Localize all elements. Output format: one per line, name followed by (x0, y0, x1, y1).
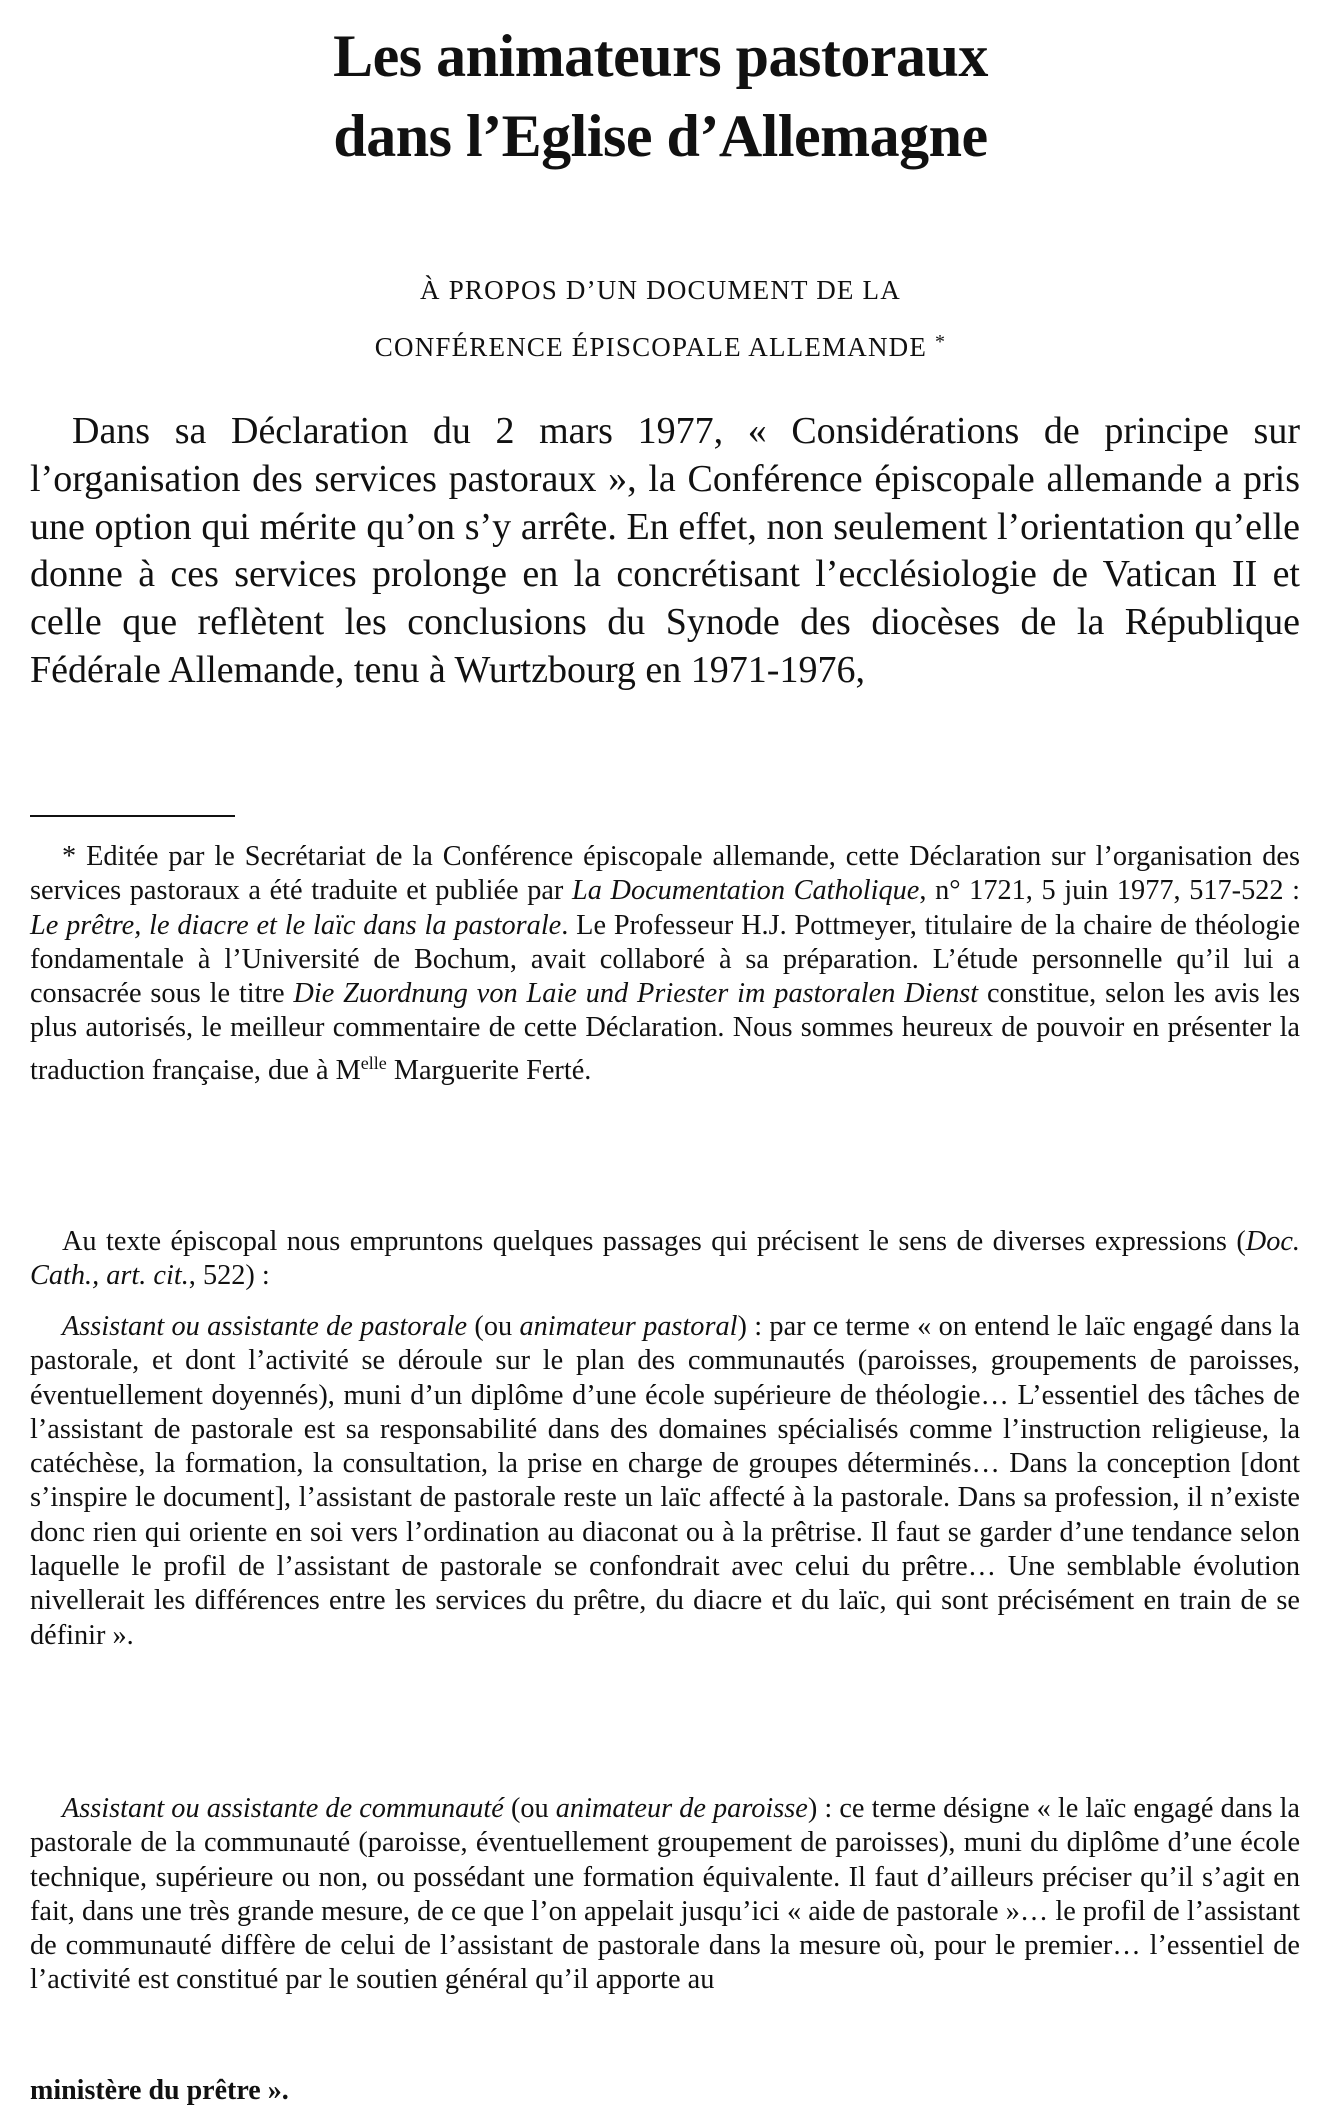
footnote-mlle-superscript: elle (360, 1052, 387, 1073)
footnote-text-5: Marguerite Ferté. (386, 1054, 592, 1086)
footnote-text-4: constitue, selon les avis les plus autorisés, le meilleur commentaire de cette Déclaration. Nous sommes heureux de pouvoir en présenter la traduction française, due à M (30, 978, 1300, 1086)
page-title-line2: dans l’Eglise d’Allemagne (333, 103, 988, 169)
footnote-marker: * (935, 331, 947, 353)
footnote-journal: La Documentation Catholique (572, 875, 920, 907)
footnote-divider (30, 815, 235, 817)
footnote-study-title: Die Zuordnung von Laie und Priester im pastoralen Dienst (293, 978, 979, 1010)
p3-term-2: animateur pastoral (519, 1311, 738, 1342)
p3-text: ) : par ce terme « on entend le laïc engagé dans la pastorale, et dont l’activité se déroule sur le plan des communautés (paroisses, groupements de paroisses, éventuellement doyennés), muni d’un diplôme d’une école supérieure de théologie… L’essentiel des tâches de l’assistant de pastorale est sa responsabilité dans des domaines spécialisés comme l’instruction religieuse, la catéchèse, la formation, la consultation, la prise en charge de groupes déterminés… Dans la conception [dont s’inspire le document], l’assistant de pastorale reste un laïc affecté à la pastorale. Dans sa profession, il n’existe donc rien qui oriente en soi vers l’ordination au diaconat ou à la prêtrise. Il faut se garder d’une tendance selon laquelle le profil de l’assistant de pastorale se confondrait avec celui du prêtre… Une semblable évolution nivellerait les différences entre les services du prêtre, du diacre et du laïc, qui sont précisément en train de se définir ». (30, 1311, 1300, 1651)
subtitle-line1: À PROPOS D’UN DOCUMENT DE LA (420, 275, 901, 305)
footnote-paragraph-2 (30, 1225, 1300, 1294)
p4-mid: (ou (503, 1793, 556, 1824)
p4-term-1: Assistant ou assistante de communauté (62, 1793, 504, 1824)
footnote-text-3: . Le Professeur H.J. Pottmeyer, titulaire de la chaire de théologie fondamentale à l’Université de Bochum, avait collaboré à sa préparation. L’étude personnelle qu’il lui a consacrée sous le titre (30, 909, 1301, 1010)
footnote-article-title: Le prêtre, le diacre et le laïc dans la pastorale (30, 909, 562, 941)
cut-off-line: ministère du prêtre ». (30, 2075, 289, 2106)
footnote-paragraph (30, 840, 1300, 1088)
p2-reference: Doc. Cath., art. cit. (30, 1226, 1300, 1292)
footnote-paragraph-3 (30, 1310, 1300, 1653)
p2-text-1: Au texte épiscopal nous empruntons quelques passages qui précisent le sens de diverses expressions ( (62, 1226, 1246, 1257)
footnote-paragraph-4 (30, 1792, 1300, 1998)
footnote-text-2: , n° 1721, 5 juin 1977, 517-522 : (919, 875, 1300, 907)
p2-text-2: , 522) : (188, 1260, 270, 1292)
body-paragraph: Dans sa Déclaration du 2 mars 1977, « Considérations de principe sur l’organisation des services pastoraux », la Conférence épiscopale allemande a pris une option qui mérite qu’on s’y arrête. En effet, non seulement l’orientation qu’elle donne à ces services prolonge en la concrétisant l’ecclésiologie de Vatican II et celle que reflètent les conclusions du Synode des diocèses de la République Fédérale Allemande, tenu à Wurtzbourg en 1971-1976, (30, 410, 1300, 691)
page-title-line1: Les animateurs pastoraux (333, 23, 988, 89)
p3-term-1: Assistant ou assistante de pastorale (62, 1311, 468, 1342)
subtitle-line2-text: CONFÉRENCE ÉPISCOPALE ALLEMANDE (374, 332, 928, 362)
p4-text: ) : ce terme désigne « le laïc engagé dans la pastorale de la communauté (paroisse, éventuellement groupement de paroisses), muni du diplôme d’une école technique, supérieure ou non, ou possédant une formation équivalente. Il faut d’ailleurs préciser qu’il s’agit en fait, dans une très grande mesure, de ce que l’on appelait jusqu’ici « aide de pastorale »… le profil de l’assistant de communauté diffère de celui de l’assistant de pastorale dans la mesure où, pour le premier… l’essentiel de l’activité est constitué par le soutien général qu’il apporte au (30, 1793, 1300, 1996)
footnote-star: * (62, 841, 87, 872)
p4-term-2: animateur de paroisse (555, 1793, 808, 1824)
p3-mid: (ou (467, 1311, 520, 1342)
footnote-text-1: Editée par le Secrétariat de la Conférence épiscopale allemande, cette Déclaration sur l’organisation des services pastoraux a été traduite et publiée par (30, 841, 1300, 907)
subtitle-line2 (0, 322, 1321, 367)
